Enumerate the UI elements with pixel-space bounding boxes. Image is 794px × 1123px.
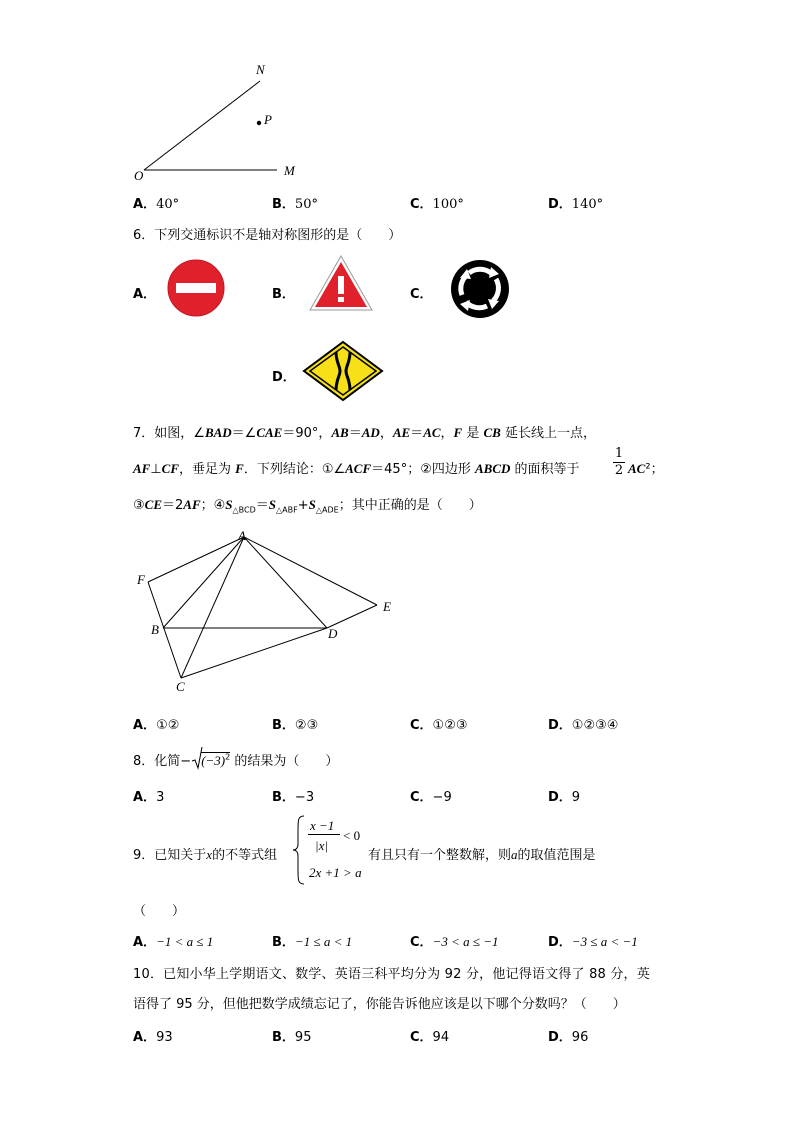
q5-option-d[interactable]: D．140° bbox=[548, 197, 604, 212]
q9-paren: （ ） bbox=[133, 904, 186, 919]
q9-option-b[interactable]: B．−1 ≤ a < 1 bbox=[272, 934, 353, 950]
q6-label-a[interactable]: A． bbox=[133, 287, 157, 302]
q6-label-c[interactable]: C． bbox=[410, 287, 433, 302]
q9-row2: 2x +1 > a bbox=[309, 865, 362, 880]
label-P: P bbox=[264, 112, 272, 127]
q6-label-b[interactable]: B． bbox=[272, 287, 295, 302]
label-E: E bbox=[383, 599, 391, 614]
q10-option-b[interactable]: B．95 bbox=[272, 1030, 312, 1045]
q8-stem: 8．化简− $(-3)^2$ 的结果为（ ） bbox=[133, 750, 338, 769]
q9-option-d[interactable]: D．−3 ≤ a < −1 bbox=[548, 934, 638, 950]
q7-line-1: 7．如图，∠BAD＝∠CAE＝90°，AB＝AD，AE＝AC，F 是 CB 延长线上一点， bbox=[133, 425, 596, 441]
q9-stem-a: 9．已知关于x的不等式组 bbox=[133, 847, 278, 863]
label-C: C bbox=[176, 679, 185, 694]
label-A: A bbox=[238, 528, 246, 543]
label-N: N bbox=[256, 62, 265, 77]
q5-option-a[interactable]: A．40° bbox=[133, 197, 180, 212]
quadrilateral-figure bbox=[130, 525, 390, 695]
q9-frac-den: |x| bbox=[315, 838, 328, 853]
q6-label-d[interactable]: D． bbox=[272, 370, 296, 385]
label-F: F bbox=[137, 572, 145, 587]
q10-option-d[interactable]: D．96 bbox=[548, 1030, 589, 1045]
q5-option-c[interactable]: C．100° bbox=[410, 197, 464, 212]
radical-sign bbox=[191, 747, 203, 771]
q10-line-1: 10．已知小华上学期语文、数学、英语三科平均分为 92 分，他记得语文得了 88 分，英 bbox=[133, 967, 650, 982]
q8-option-b[interactable]: B．−3 bbox=[272, 790, 315, 805]
q6-stem: 6．下列交通标识不是轴对称图形的是（ ） bbox=[133, 228, 402, 243]
q9-option-a[interactable]: A．−1 < a ≤ 1 bbox=[133, 934, 214, 950]
q9-lt0: < 0 bbox=[343, 828, 361, 843]
roundabout-sign-icon bbox=[449, 259, 511, 319]
q7-fraction: 1 2 bbox=[614, 446, 624, 478]
q7-line-2: AF⊥CF，垂足为 F．下列结论：①∠ACF＝45°；②四边形 ABCD 的面积等于 bbox=[133, 461, 580, 477]
q7-option-b[interactable]: B．②③ bbox=[272, 718, 319, 733]
narrow-road-sign-icon bbox=[302, 340, 384, 402]
label-D: D bbox=[328, 626, 338, 641]
warning-triangle-sign-icon bbox=[308, 254, 374, 312]
q7-option-d[interactable]: D．①②③④ bbox=[548, 718, 619, 733]
q7-option-a[interactable]: A．①② bbox=[133, 718, 180, 733]
label-M: M bbox=[284, 163, 295, 178]
q8-option-d[interactable]: D．9 bbox=[548, 790, 581, 805]
q10-line-2: 语得了 95 分，但他把数学成绩忘记了，你能告诉他应该是以下哪个分数吗？（ ） bbox=[133, 997, 626, 1012]
q9-stem-b: 有且只有一个整数解，则a的取值范围是 bbox=[368, 847, 596, 863]
q7-line-2-end: AC²； bbox=[628, 461, 664, 477]
q7-option-c[interactable]: C．①②③ bbox=[410, 718, 468, 733]
q9-frac-bar bbox=[308, 834, 340, 835]
label-B: B bbox=[151, 622, 159, 637]
label-O: O bbox=[134, 168, 144, 183]
q9-option-c[interactable]: C．−3 < a ≤ −1 bbox=[410, 934, 499, 950]
q7-line-3: ③CE＝2AF；$④S_{\triangle BCD}=S_{\triangle ABF}+S_{\triangle ADE}$；其中正确的是（ ） bbox=[133, 497, 482, 515]
q8-option-c[interactable]: C．−9 bbox=[410, 790, 452, 805]
q10-option-a[interactable]: A．93 bbox=[133, 1030, 173, 1045]
q5-option-b[interactable]: B．50° bbox=[272, 197, 318, 212]
no-entry-sign-icon bbox=[166, 259, 226, 317]
q9-frac-num: x −1 bbox=[310, 818, 335, 833]
q10-option-c[interactable]: C．94 bbox=[410, 1030, 450, 1045]
q8-option-a[interactable]: A．3 bbox=[133, 790, 165, 805]
system-brace bbox=[292, 814, 306, 886]
